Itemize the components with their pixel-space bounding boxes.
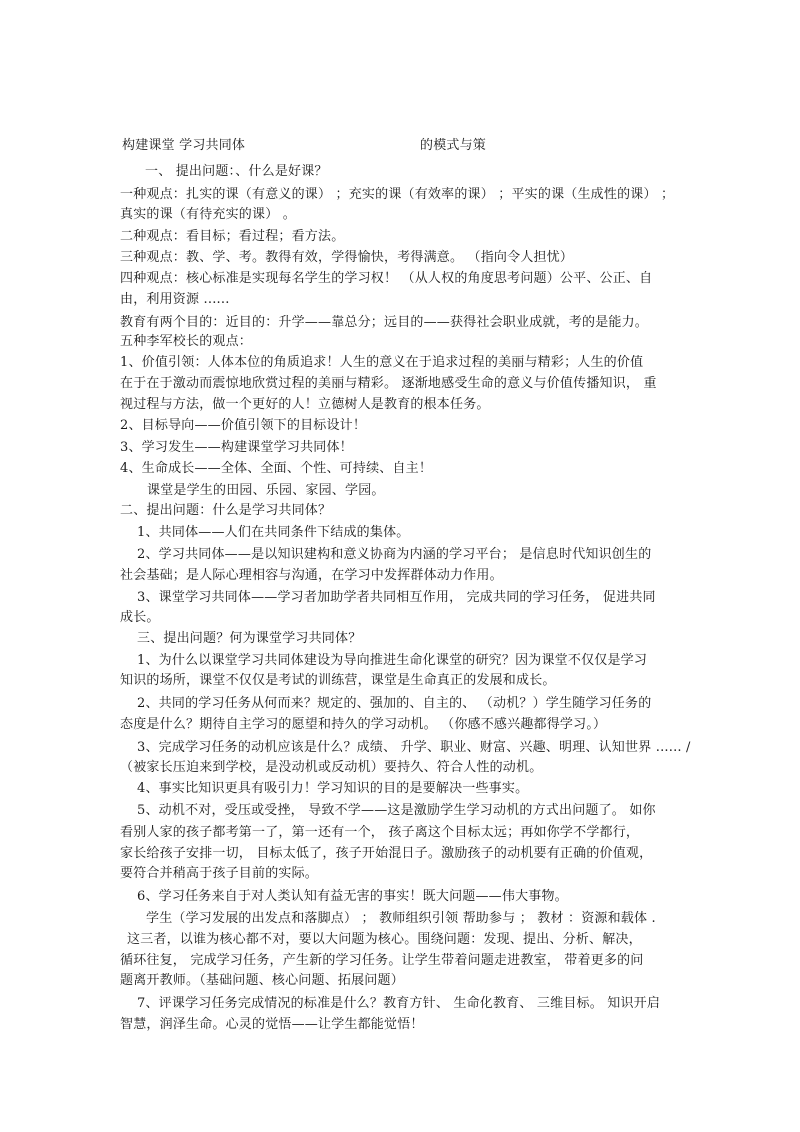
paragraph-line: 由，利用资源 ...... <box>120 292 230 307</box>
paragraph-line: 一种观点：扎实的课（有意义的课） ；充实的课（有效率的课） ；平实的课（生成性的课） ； <box>120 187 675 202</box>
list-item: 学生（学习发展的出发点和落脚点） ； 教师组织引领 帮助参与 ； 教材 ：资源和载体 . <box>146 911 656 926</box>
list-item-line: 循环往复， 完成学习任务，产生新的学习任务。让学生带着问题走进教室， 带着更多的问 <box>120 953 644 968</box>
paragraph-line: 四种观点：核心标准是实现每名学生的学习权！ （从人权的角度思考问题）公平、公正、自 <box>120 271 653 286</box>
list-item-line: 态度是什么？期待自主学习的愿望和持久的学习动机。 （你感不感兴趣都得学习。） <box>120 717 607 732</box>
paragraph-line: 课堂是学生的田园、乐园、家园、学园。 <box>147 483 385 498</box>
list-item-line: 题离开教师。（基础问题、核心问题、拓展问题） <box>120 973 404 988</box>
list-item: 4、事实比知识更具有吸引力！学习知识的目的是要解决一些事实。 <box>137 781 529 796</box>
section-2-heading: 二、提出问题：什么是学习共同体？ <box>120 503 332 518</box>
list-item: 2、目标导向——价值引领下的目标设计！ <box>120 418 367 433</box>
list-item-line: 成长。 <box>120 610 160 625</box>
list-item: 1、为什么以课堂学习共同体建设为导向推进生命化课堂的研究？因为课堂不仅仅是学习 <box>137 653 648 668</box>
list-item-line: 看别人家的孩子都考第一了，第一还有一个， 孩子离这个目标太远；再如你学不学都行， <box>120 825 640 840</box>
list-item: 3、完成学习任务的动机应该是什么？成绩、 升学、职业、财富、兴趣、明理、认知世界 ...... / <box>137 740 691 755</box>
list-item: 3、学习发生——构建课堂学习共同体！ <box>120 440 353 455</box>
list-item-line: 社会基础；是人际心理相容与沟通，在学习中发挥群体动力作用。 <box>120 568 503 583</box>
list-item: 5、动机不对，受压或受挫， 导致不学——这是激励学生学习动机的方式出问题了。 如你 <box>137 803 656 818</box>
list-item: 3、课堂学习共同体——学习者加助学者共同相互作用， 完成共同的学习任务， 促进共同 <box>137 590 656 605</box>
list-item-line: 这三者，以谁为核心都不对，要以大问题为核心。围绕问题：发现、提出、分析、解决， <box>127 932 642 947</box>
list-item: 6、学习任务来自于对人类认知有益无害的事实！既大问题——伟大事物。 <box>137 889 568 904</box>
list-item-line: 在于在于激动而震惊地欣赏过程的美丽与精彩。 逐渐地感受生命的意义与价值传播知识， 重 <box>120 376 657 391</box>
paragraph-line: 五种李军校长的观点： <box>120 334 253 349</box>
section-1-heading: 一、 提出问题：、什么是好课？ <box>145 164 328 179</box>
list-item-line: （被家长压迫来到学校，是没动机或反动机）要持久、符合人性的动机。 <box>120 760 543 775</box>
paragraph-line: 三种观点：教、学、考。教得有效，学得愉快，考得满意。 （指向令人担忧） <box>120 250 574 265</box>
list-item-line: 视过程与方法，做一个更好的人！立德树人是教育的根本任务。 <box>120 397 490 412</box>
list-item-line: 知识的场所，课堂不仅仅是考试的训练营，课堂是生命真正的发展和成长。 <box>120 673 556 688</box>
list-item: 2、共同的学习任务从何而来？规定的、强加的、自主的、 （动机？）学生随学习任务的 <box>137 696 652 711</box>
paragraph-line: 教育有两个目的：近目的：升学——靠总分；远目的——获得社会职业成就，考的是能力。 <box>120 315 649 330</box>
list-item-line: 智慧，润泽生命。心灵的觉悟——让学生都能觉悟！ <box>120 1017 424 1032</box>
paragraph-line: 二种观点：看目标；看过程；看方法。 <box>120 229 345 244</box>
paragraph-line: 真实的课（有待充实的课） 。 <box>120 207 296 222</box>
section-3-heading: 三、提出问题？何为课堂学习共同体？ <box>137 631 362 646</box>
list-item: 2、学习共同体——是以知识建构和意义协商为内涵的学习平台； 是信息时代知识创生的 <box>137 547 652 562</box>
list-item: 7、评课学习任务完成情况的标准是什么？教育方针、 生命化教育、 三维目标。 知识开启 <box>137 996 661 1011</box>
list-item: 4、生命成长——全体、全面、个性、可持续、自主！ <box>120 461 433 476</box>
title-right: 的模式与策 <box>420 138 487 153</box>
list-item: 1、价值引领：人体本位的角质追求！人生的意义在于追求过程的美丽与精彩；人生的价值 <box>120 355 644 370</box>
list-item-line: 要符合并稍高于孩子目前的实际。 <box>120 866 319 881</box>
list-item: 1、共同体——人们在共同条件下结成的集体。 <box>137 525 410 540</box>
title-left: 构建课堂 学习共同体 <box>122 138 246 153</box>
list-item-line: 家长给孩子安排一切， 目标太低了，孩子开始混日子。激励孩子的动机要有正确的价值观， <box>120 846 653 861</box>
